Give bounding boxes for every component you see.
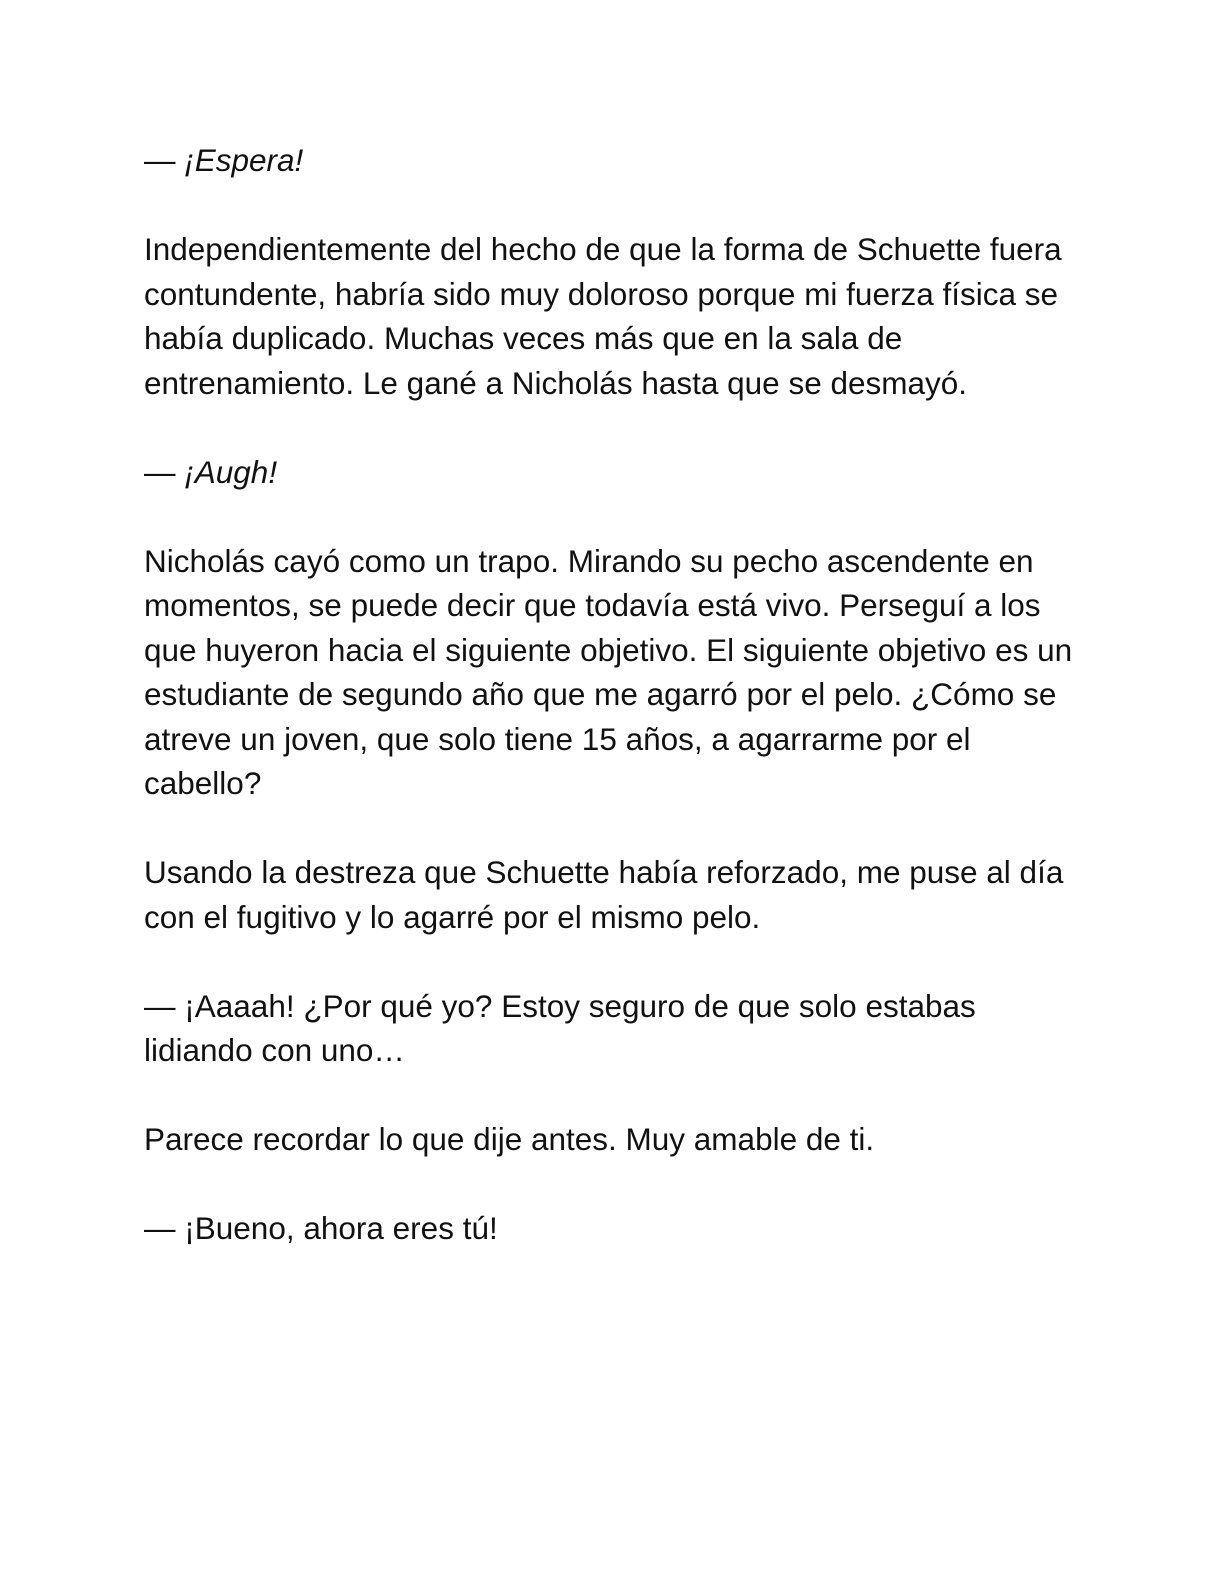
em-dash: — [144, 987, 185, 1024]
narration-text: Independientemente del hecho de que la forma de Schuette fuera contundente, habría sido muy doloroso porque mi fuerza física se había duplicado. Muchas veces más que en la sala de entrenamiento. Le gané a Nicholás hasta que se desmayó. [144, 231, 1062, 401]
dialogue-text: ¡Augh! [184, 453, 278, 490]
dialogue-text: ¡Espera! [184, 142, 304, 178]
em-dash: — [144, 453, 185, 490]
narration-text: Parece recordar lo que dije antes. Muy amable de ti. [144, 1121, 875, 1157]
narration-text: Nicholás cayó como un trapo. Mirando su pecho ascendente en momentos, se puede decir que todavía está vivo. Perseguí a los que huyeron hacia el siguiente objetivo. El siguiente objetivo es un estudiante de segundo año que me agarró por el pelo. ¿Cómo se atreve un joven, que solo tiene 15 años, a agarrarme por el cabello? [144, 542, 1073, 801]
narration-text: Usando la destreza que Schuette había reforzado, me puse al día con el fugitivo y lo agarré por el mismo pelo. [144, 854, 1064, 935]
document-page [144, 138, 1084, 1295]
dialogue-line [144, 1206, 1084, 1251]
em-dash: — [144, 142, 185, 178]
narration-paragraph [144, 850, 1084, 939]
narration-paragraph [144, 1117, 1084, 1162]
dialogue-line [144, 984, 1084, 1073]
dialogue-text: ¡Bueno, ahora eres tú! [184, 1210, 498, 1246]
narration-paragraph [144, 227, 1084, 405]
narration-paragraph [144, 539, 1084, 806]
dialogue-line [144, 138, 1084, 183]
em-dash: — [144, 1210, 185, 1246]
dialogue-line [144, 450, 1084, 495]
dialogue-text: ¡Aaaah! ¿Por qué yo? Estoy seguro de que solo estabas lidiando con uno… [144, 987, 976, 1068]
